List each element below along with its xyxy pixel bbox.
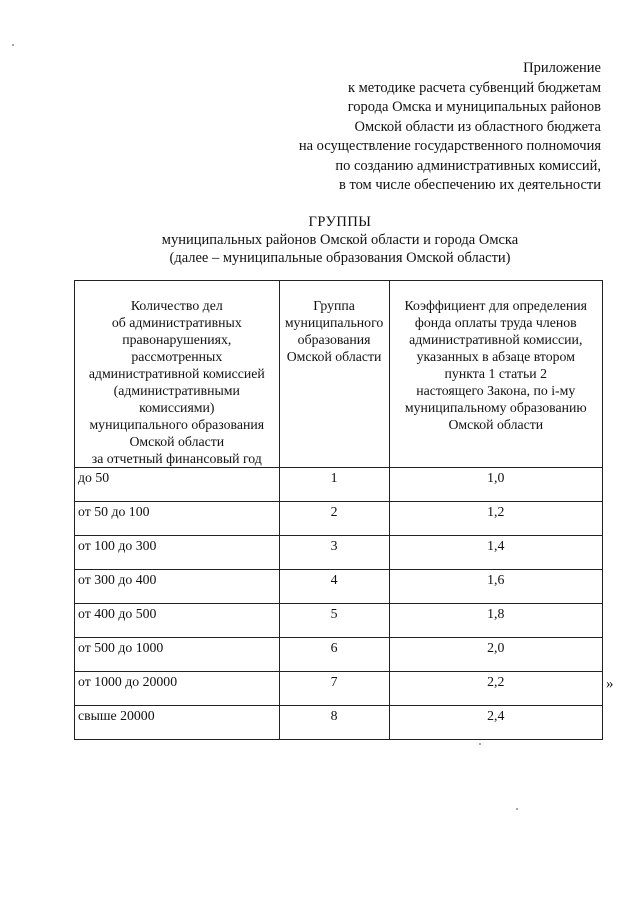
- header-case-count: Количество дел об административных правонарушениях, рассмотренных административной комиссией (административными комиссиями) муниципального образования Омской области за отчетный финансовый год: [75, 281, 280, 468]
- case-count-range: до 50: [75, 468, 280, 502]
- case-count-range: от 1000 до 20000: [75, 672, 280, 706]
- coefficient-value: 2,4: [389, 706, 602, 740]
- case-count-range: свыше 20000: [75, 706, 280, 740]
- case-count-range: от 100 до 300: [75, 536, 280, 570]
- coefficient-value: 1,4: [389, 536, 602, 570]
- annex-line: города Омска и муниципальных районов: [347, 99, 601, 115]
- scan-speck: [12, 44, 14, 46]
- case-count-range: от 400 до 500: [75, 604, 280, 638]
- table-row: [75, 502, 603, 536]
- document-subtitle-note: (далее – муниципальные образования Омской области): [169, 250, 511, 266]
- coefficient-value: 2,2: [389, 672, 602, 706]
- group-number: 2: [279, 502, 389, 536]
- table-row: [75, 604, 603, 638]
- coefficient-value: 1,6: [389, 570, 602, 604]
- header-coefficient: Коэффициент для определения фонда оплаты труда членов административной комиссии, указанных в абзаце втором пункта 1 статьи 2 настоящего Закона, по i-му муниципальному образованию Омской области: [389, 281, 602, 468]
- coefficient-value: 1,2: [389, 502, 602, 536]
- table-row: [75, 468, 603, 502]
- scan-speck: [516, 808, 518, 810]
- document-heading: [0, 213, 640, 267]
- annex-line: в том числе обеспечению их деятельности: [338, 177, 601, 193]
- table-row: [75, 536, 603, 570]
- scan-speck: [479, 743, 481, 745]
- coefficient-value: 1,0: [389, 468, 602, 502]
- annex-line: по созданию административных комиссий,: [335, 157, 601, 174]
- group-number: 5: [279, 604, 389, 638]
- annex-line: Приложение: [523, 60, 601, 76]
- annex-line: на осуществление государственного полномочия: [298, 138, 601, 154]
- annex-line: к методике расчета субвенций бюджетам: [347, 79, 601, 96]
- table-row: [75, 706, 603, 740]
- group-number: 7: [279, 672, 389, 706]
- group-number: 8: [279, 706, 389, 740]
- coefficient-value: 1,8: [389, 604, 602, 638]
- groups-table: [74, 280, 603, 740]
- document-title: ГРУППЫ: [308, 214, 372, 230]
- coefficient-value: 2,0: [389, 638, 602, 672]
- group-number: 3: [279, 536, 389, 570]
- annex-line: Омской области из областного бюджета: [354, 118, 601, 135]
- table-row: [75, 638, 603, 672]
- closing-quote: »: [606, 676, 614, 692]
- case-count-range: от 50 до 100: [75, 502, 280, 536]
- case-count-range: от 500 до 1000: [75, 638, 280, 672]
- group-number: 4: [279, 570, 389, 604]
- table-header-row: [75, 281, 603, 468]
- table-row: [75, 672, 603, 706]
- header-group: Группа муниципального образования Омской области: [279, 281, 389, 468]
- annex-header: [181, 59, 601, 196]
- group-number: 1: [279, 468, 389, 502]
- document-subtitle: муниципальных районов Омской области и города Омска: [161, 232, 519, 248]
- group-number: 6: [279, 638, 389, 672]
- table-row: [75, 570, 603, 604]
- case-count-range: от 300 до 400: [75, 570, 280, 604]
